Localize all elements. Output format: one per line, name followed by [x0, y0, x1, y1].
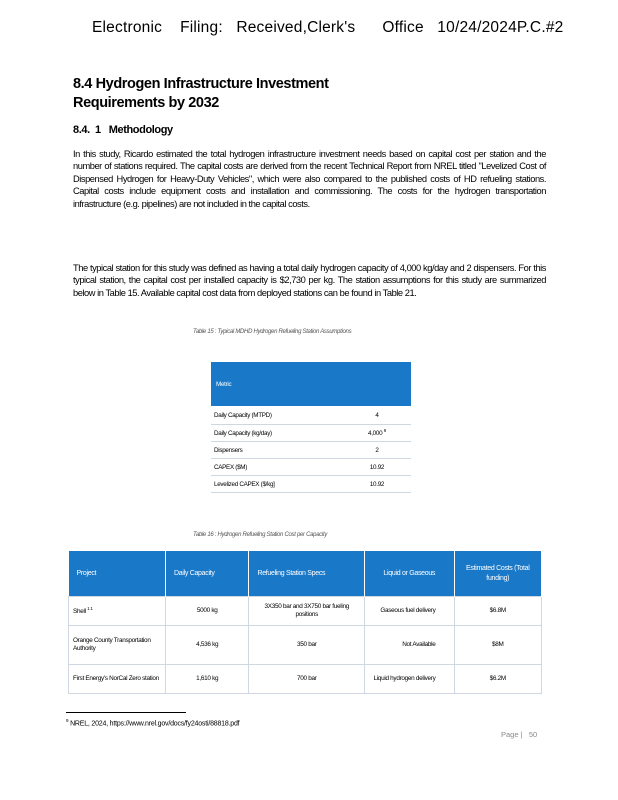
table-16-liquid: Gaseous fuel delivery — [365, 597, 454, 626]
table-16-specs: 350 bar — [249, 626, 365, 665]
table-16-cost: $6.2M — [454, 665, 541, 694]
table-16-header-specs: Refueling Station Specs — [249, 551, 365, 597]
section-title: 8.4 Hydrogen Infrastructure Investment Requirements by 2032 — [73, 76, 329, 111]
table-16-specs: 700 bar — [249, 665, 365, 694]
page-number-value: 50 — [528, 730, 538, 739]
table-15-metric: CAPEX ($M) — [211, 459, 343, 476]
table-15-value: 2 — [343, 442, 411, 459]
table-16-header-cost: Estimated Costs (Total funding) — [454, 551, 541, 597]
table-16-liquid: Liquid hydrogen delivery — [365, 665, 454, 694]
table-16-header-daily: Daily Capacity — [166, 551, 249, 597]
table-16-specs: 3X350 bar and 3X750 bar fueling positions — [249, 597, 365, 626]
table-15-value-text: 4,000 — [368, 430, 383, 438]
table-row — [211, 406, 411, 425]
table-row — [211, 476, 411, 493]
table-16-daily: 1,610 kg — [166, 665, 249, 694]
table-15-value: 10.92 — [343, 459, 411, 476]
footnote-text: NREL, 2024, https://www.nrel.gov/docs/fy24osti/88818.pdf — [70, 720, 240, 728]
table-16-project-text: Shell — [73, 608, 86, 616]
table-15-metric: Daily Capacity (MTPD) — [211, 406, 343, 425]
footnote-ref: 1 1 — [87, 606, 93, 612]
table-15-metric: Levelized CAPEX ($/kg] — [211, 476, 343, 493]
table-15-value: 4 — [343, 406, 411, 425]
page-number — [501, 730, 537, 739]
table-16-header-project: Project — [69, 551, 166, 597]
paragraph-methodology: In this study, Ricardo estimated the total hydrogen infrastructure investment needs based on capital cost per station and the number of stations required. The capital costs are derived from the recent Technical Report from NREL titled "Levelized Cost of Dispensed Hydrogen for Heavy-Duty Vehicles", which were also compared to the published costs of HD refueling stations. Capital costs include equipment costs and installation and commissioning. The costs for the hydrogen transportation infrastructure (e.g. pipelines) are not included in the capital costs. — [73, 149, 546, 209]
page-label: Page | — [501, 730, 523, 739]
table-row — [69, 597, 542, 626]
footnote-divider — [66, 712, 186, 713]
footnote-ref: 9 — [383, 428, 386, 434]
filing-header: Electronic Filing: Received,Clerk's Office 10/24/2024P.C.#2 — [92, 19, 564, 36]
table-row — [211, 459, 411, 476]
subsection-title: 8.4. 1 Methodology — [73, 124, 173, 136]
table-row — [69, 665, 542, 694]
table-15-metric: Dispensers — [211, 442, 343, 459]
table-16-daily: 5000 kg — [166, 597, 249, 626]
table-15-metric: Daily Capacity (kg/day) — [211, 425, 343, 442]
footnote — [66, 718, 239, 727]
table-16-cost: $8M — [454, 626, 541, 665]
table-16-project: First Energy's NorCal Zero station — [69, 665, 166, 694]
table-15-value — [343, 425, 411, 442]
table-row — [211, 442, 411, 459]
table-15-header-metric: Metric — [211, 362, 343, 406]
table-16 — [68, 551, 542, 694]
table-15-header-value — [343, 362, 411, 406]
table-16-liquid: Not Available — [365, 626, 454, 665]
table-15 — [211, 362, 411, 493]
table-16-cost: $6.8M — [454, 597, 541, 626]
table-16-caption: Table 16 : Hydrogen Refueling Station Cost per Capacity — [193, 532, 328, 538]
paragraph-typical-station: The typical station for this study was defined as having a total daily hydrogen capacity of 4,000 kg/day and 2 dispensers. For this typical station, the capital cost per installed capacity is $2,730 per kg. The station assumptions for this study are summarized below in Table 15. Available capital cost data from deployed stations can be found in Table 21. — [73, 263, 546, 298]
table-16-project — [69, 597, 166, 626]
table-row — [69, 626, 542, 665]
footnote-mark: 9 — [66, 718, 69, 723]
table-16-project: Orange County Transportation Authority — [69, 626, 166, 665]
table-16-daily: 4,536 kg — [166, 626, 249, 665]
table-15-caption: Table 15 : Typical MDHD Hydrogen Refueling Station Assumptions — [193, 329, 352, 335]
table-row — [211, 425, 411, 442]
table-15-value: 10.92 — [343, 476, 411, 493]
table-16-header-liquid: Liquid or Gaseous — [365, 551, 454, 597]
